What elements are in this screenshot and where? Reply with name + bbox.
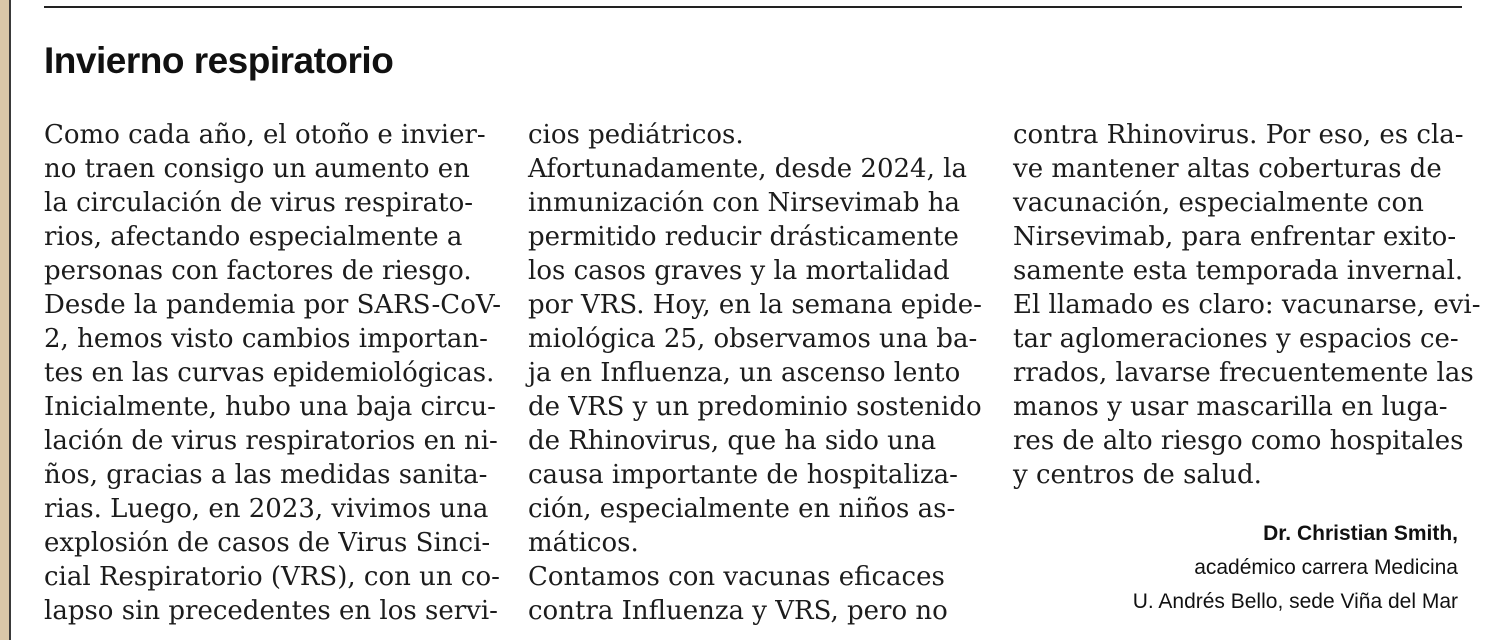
text-line: ja en Influenza, un ascenso lento — [528, 358, 961, 388]
article-headline: Invierno respiratorio — [44, 40, 394, 81]
article-column-2 — [528, 118, 984, 628]
text-line: rias. Luego, en 2023, vivimos una — [44, 494, 489, 524]
text-line: res de alto riesgo como hospitales — [1013, 426, 1464, 456]
author-role: académico carrera Medicina — [1194, 556, 1458, 579]
text-line: Inicialmente, hubo una baja circu- — [44, 392, 496, 422]
text-line: causa importante de hospitaliza- — [528, 460, 958, 490]
text-line: samente esta temporada invernal. — [1013, 256, 1464, 286]
text-line: El llamado es claro: vacunarse, evi- — [1013, 290, 1481, 320]
text-line: ción, especialmente en niños as- — [528, 494, 956, 524]
text-line: Contamos con vacunas eficaces — [528, 562, 945, 592]
text-line: Nirsevimab, para enfrentar exito- — [1013, 222, 1457, 252]
text-line: lación de virus respiratorios en ni- — [44, 426, 498, 456]
text-line: cial Respiratorio (VRS), con un co- — [44, 562, 500, 592]
text-line: contra Influenza y VRS, pero no — [528, 596, 948, 626]
text-line: por VRS. Hoy, en la semana epide- — [528, 290, 982, 320]
text-line: Desde la pandemia por SARS-CoV- — [44, 290, 502, 320]
text-line: cios pediátricos. — [528, 120, 744, 150]
text-line: lapso sin precedentes en los servi- — [44, 596, 498, 626]
text-line: ve mantener altas coberturas de — [1013, 154, 1442, 184]
page-left-border — [0, 0, 11, 640]
text-line: y centros de salud. — [1013, 460, 1262, 490]
text-line: de Rhinovirus, que ha sido una — [528, 426, 937, 456]
text-line: tar aglomeraciones y espacios ce- — [1013, 324, 1459, 354]
text-line: personas con factores de riesgo. — [44, 256, 472, 286]
article-column-1 — [44, 118, 502, 628]
text-line: contra Rhinovirus. Por eso, es cla- — [1013, 120, 1464, 150]
article-column-3 — [1013, 118, 1481, 492]
text-line: los casos graves y la mortalidad — [528, 256, 950, 286]
text-line: máticos. — [528, 528, 639, 558]
text-line: la circulación de virus respirato- — [44, 188, 474, 218]
text-line: permitido reducir drásticamente — [528, 222, 959, 252]
text-line: miológica 25, observamos una ba- — [528, 324, 978, 354]
text-line: Afortunadamente, desde 2024, la — [528, 154, 967, 184]
author-institution: U. Andrés Bello, sede Viña del Mar — [1132, 590, 1458, 613]
text-line: explosión de casos de Virus Sinci- — [44, 528, 491, 558]
text-line: Como cada año, el otoño e invier- — [44, 120, 486, 150]
text-line: vacunación, especialmente con — [1013, 188, 1424, 218]
text-line: inmunización con Nirsevimab ha — [528, 188, 961, 218]
top-rule-divider — [44, 6, 1462, 8]
author-name: Dr. Christian Smith, — [1263, 522, 1458, 545]
text-line: manos y usar mascarilla en luga- — [1013, 392, 1448, 422]
author-signature — [1133, 517, 1458, 619]
text-line: ños, gracias a las medidas sanita- — [44, 460, 488, 490]
text-line: 2, hemos visto cambios importan- — [44, 324, 488, 354]
text-line: rrados, lavarse frecuentemente las — [1013, 358, 1474, 388]
text-line: de VRS y un predominio sostenido — [528, 392, 982, 422]
text-line: no traen consigo un aumento en — [44, 154, 470, 184]
text-line: tes en las curvas epidemiológicas. — [44, 358, 495, 388]
text-line: rios, afectando especialmente a — [44, 222, 463, 252]
